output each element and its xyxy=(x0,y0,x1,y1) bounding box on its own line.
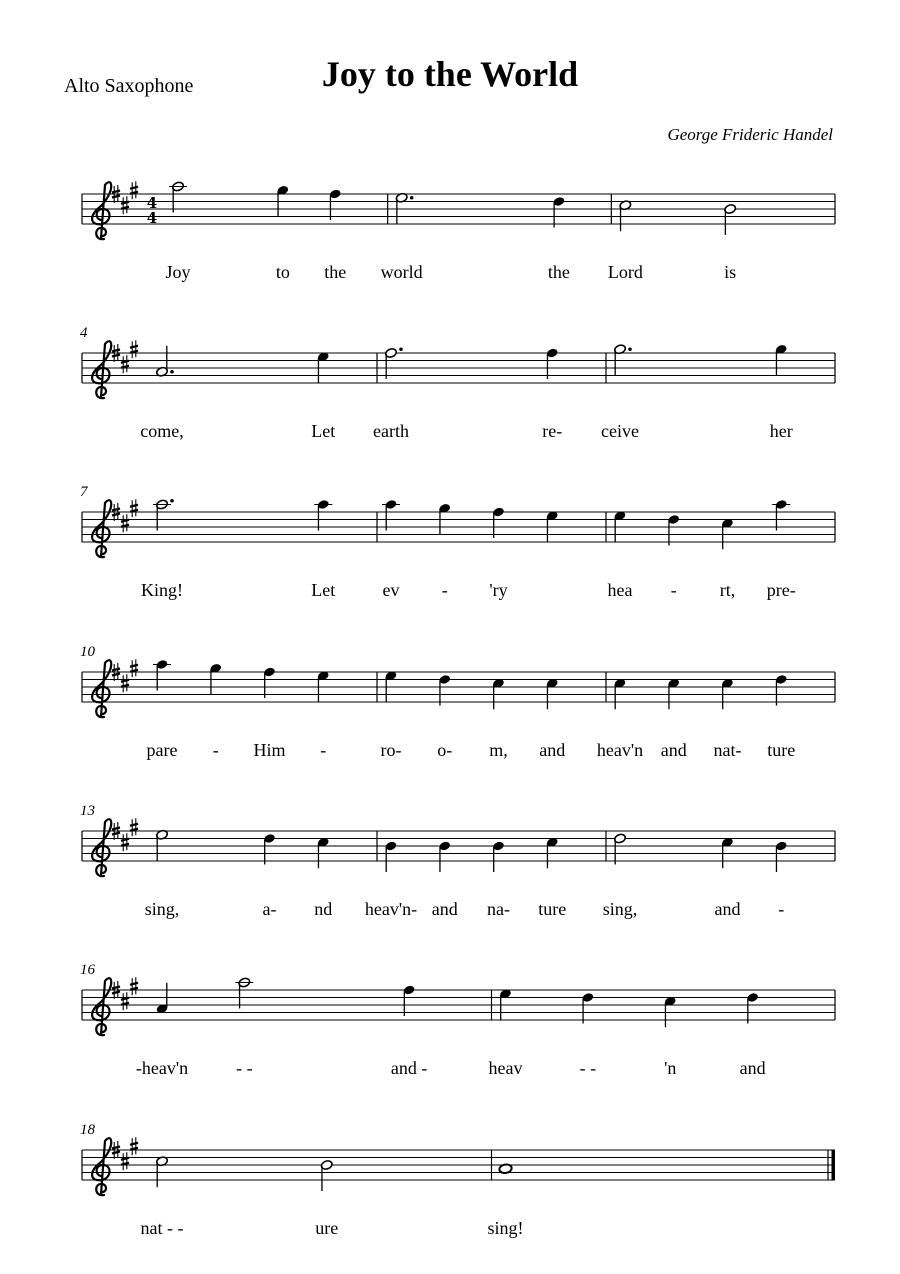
lyric-syllable: pre- xyxy=(766,580,796,600)
note xyxy=(263,666,276,698)
note xyxy=(667,514,680,546)
note xyxy=(492,840,505,872)
staff-system xyxy=(80,803,835,919)
note xyxy=(546,678,559,710)
lyric-syllable: - xyxy=(778,899,785,919)
lyric-syllable: - xyxy=(212,740,219,760)
measure-number: 4 xyxy=(80,325,88,341)
treble-clef-icon xyxy=(92,660,111,717)
staff-system xyxy=(82,181,835,282)
lyric-syllable: sing, xyxy=(144,899,180,919)
treble-clef-icon xyxy=(92,182,111,239)
lyric-syllable: 'ry xyxy=(489,580,508,600)
lyric-syllable: ro- xyxy=(380,740,402,760)
lyric-syllable: and xyxy=(539,740,566,760)
note xyxy=(385,347,403,379)
note xyxy=(499,988,512,1020)
note xyxy=(156,829,169,861)
note xyxy=(546,510,559,542)
note xyxy=(385,840,398,872)
lyric-syllable: hea xyxy=(607,580,633,600)
lyric-syllable: rt, xyxy=(719,580,736,600)
note xyxy=(619,200,632,232)
lyric-syllable: m, xyxy=(489,740,508,760)
time-signature xyxy=(147,194,157,227)
note xyxy=(320,1159,333,1191)
sharp-icon xyxy=(121,1152,129,1170)
note xyxy=(153,659,171,691)
lyric-syllable: a- xyxy=(262,899,277,919)
note xyxy=(614,510,627,542)
measure-number: 18 xyxy=(80,1122,95,1138)
lyric-syllable: - xyxy=(320,740,327,760)
sharp-icon xyxy=(130,1137,138,1155)
note xyxy=(581,992,594,1024)
note xyxy=(276,185,289,217)
lyric-syllable: heav'n xyxy=(596,740,644,760)
lyric-syllable: nat - - xyxy=(140,1218,184,1238)
lyric-syllable: Lord xyxy=(607,262,643,282)
note xyxy=(721,837,734,869)
lyric-syllable: sing! xyxy=(487,1218,524,1238)
note xyxy=(746,992,759,1024)
sharp-icon xyxy=(121,355,129,373)
lyric-syllable: and xyxy=(739,1058,766,1078)
note xyxy=(329,188,342,220)
measure-number: 10 xyxy=(80,644,95,660)
lyric-syllable: heav'n- xyxy=(364,899,418,919)
note xyxy=(395,192,413,224)
staff-system xyxy=(80,962,835,1078)
sharp-icon xyxy=(130,499,138,517)
note xyxy=(382,499,400,531)
lyric-syllable: and xyxy=(431,899,458,919)
lyric-syllable: King! xyxy=(141,580,183,600)
lyric-syllable: ev xyxy=(382,580,400,600)
note xyxy=(492,506,505,538)
lyric-syllable: - - xyxy=(236,1058,253,1078)
treble-clef-icon xyxy=(92,819,111,876)
lyric-syllable: ture xyxy=(538,899,567,919)
lyric-syllable: o- xyxy=(437,740,453,760)
lyric-syllable: and xyxy=(660,740,687,760)
note xyxy=(385,670,398,702)
note xyxy=(664,996,677,1028)
note xyxy=(775,674,788,706)
note xyxy=(153,499,174,531)
lyric-syllable: to xyxy=(275,262,290,282)
note xyxy=(438,674,451,706)
instrument-name: Alto Saxophone xyxy=(64,75,194,97)
lyric-syllable: sing, xyxy=(602,899,638,919)
note xyxy=(403,984,416,1016)
note xyxy=(492,678,505,710)
note xyxy=(438,840,451,872)
lyric-syllable: the xyxy=(547,262,570,282)
note xyxy=(546,347,559,379)
note xyxy=(553,196,566,228)
staff-system xyxy=(80,644,835,760)
staff-systems xyxy=(80,181,835,1238)
staff-system xyxy=(80,484,835,600)
treble-clef-icon xyxy=(92,978,111,1035)
note xyxy=(317,837,330,869)
treble-clef-icon xyxy=(92,341,111,398)
note xyxy=(772,499,790,531)
time-signature-bottom: 4 xyxy=(146,209,158,227)
lyric-syllable: ture xyxy=(767,740,796,760)
sharp-icon xyxy=(130,659,138,677)
note xyxy=(314,499,332,531)
lyric-syllable: 'n xyxy=(664,1058,677,1078)
sharp-icon xyxy=(121,196,129,214)
note xyxy=(156,1156,169,1188)
lyric-syllable: pare xyxy=(146,740,178,760)
note xyxy=(667,678,680,710)
lyric-syllable: -heav'n xyxy=(135,1058,189,1078)
note xyxy=(156,983,169,1015)
lyric-syllable: - xyxy=(670,580,677,600)
measure-number: 16 xyxy=(80,962,95,978)
treble-clef-icon xyxy=(92,1138,111,1195)
lyric-syllable: heav xyxy=(488,1058,523,1078)
note xyxy=(775,840,788,872)
note xyxy=(614,678,627,710)
lyric-syllable: - xyxy=(441,580,448,600)
note xyxy=(209,663,222,695)
note xyxy=(546,837,559,869)
lyric-syllable: her xyxy=(769,421,793,441)
note xyxy=(317,670,330,702)
lyric-syllable: the xyxy=(324,262,347,282)
lyric-syllable: - - xyxy=(579,1058,597,1078)
note xyxy=(169,181,187,213)
note xyxy=(235,977,253,1009)
composer-name: George Frideric Handel xyxy=(667,125,833,144)
lyric-syllable: earth xyxy=(373,421,409,441)
note xyxy=(721,678,734,710)
measure-number: 13 xyxy=(80,803,95,819)
lyric-syllable: nd xyxy=(314,899,333,919)
note xyxy=(317,351,330,383)
measure-number: 7 xyxy=(80,484,88,500)
note xyxy=(724,203,737,235)
note xyxy=(156,346,174,378)
note xyxy=(775,344,788,376)
lyric-syllable: and - xyxy=(390,1058,428,1078)
lyric-syllable: world xyxy=(380,262,423,282)
note xyxy=(721,518,734,550)
lyric-syllable: Let xyxy=(311,421,336,441)
lyric-syllable: is xyxy=(724,262,737,282)
lyric-syllable: na- xyxy=(487,899,510,919)
sharp-icon xyxy=(130,818,138,836)
sharp-icon xyxy=(121,674,129,692)
lyric-syllable: Him xyxy=(253,740,286,760)
lyric-syllable: re- xyxy=(542,421,563,441)
lyric-syllable: ceive xyxy=(601,421,639,441)
treble-clef-icon xyxy=(92,500,111,557)
lyric-syllable: Joy xyxy=(165,262,191,282)
lyric-syllable: Let xyxy=(311,580,336,600)
sharp-icon xyxy=(130,181,138,199)
lyric-syllable: come, xyxy=(140,421,184,441)
staff-system xyxy=(80,1122,835,1238)
lyric-syllable: nat- xyxy=(713,740,742,760)
staff-system xyxy=(80,325,835,441)
time-signature-top: 4 xyxy=(146,194,158,212)
sharp-icon xyxy=(130,340,138,358)
lyric-syllable: and xyxy=(714,899,741,919)
note xyxy=(614,833,627,865)
lyric-syllable: ure xyxy=(315,1218,339,1238)
sharp-icon xyxy=(121,514,129,532)
sharp-icon xyxy=(121,992,129,1010)
note xyxy=(614,344,632,376)
sharp-icon xyxy=(130,977,138,995)
note xyxy=(263,833,276,865)
note xyxy=(438,503,451,535)
sharp-icon xyxy=(121,833,129,851)
page-title: Joy to the World xyxy=(321,54,579,94)
